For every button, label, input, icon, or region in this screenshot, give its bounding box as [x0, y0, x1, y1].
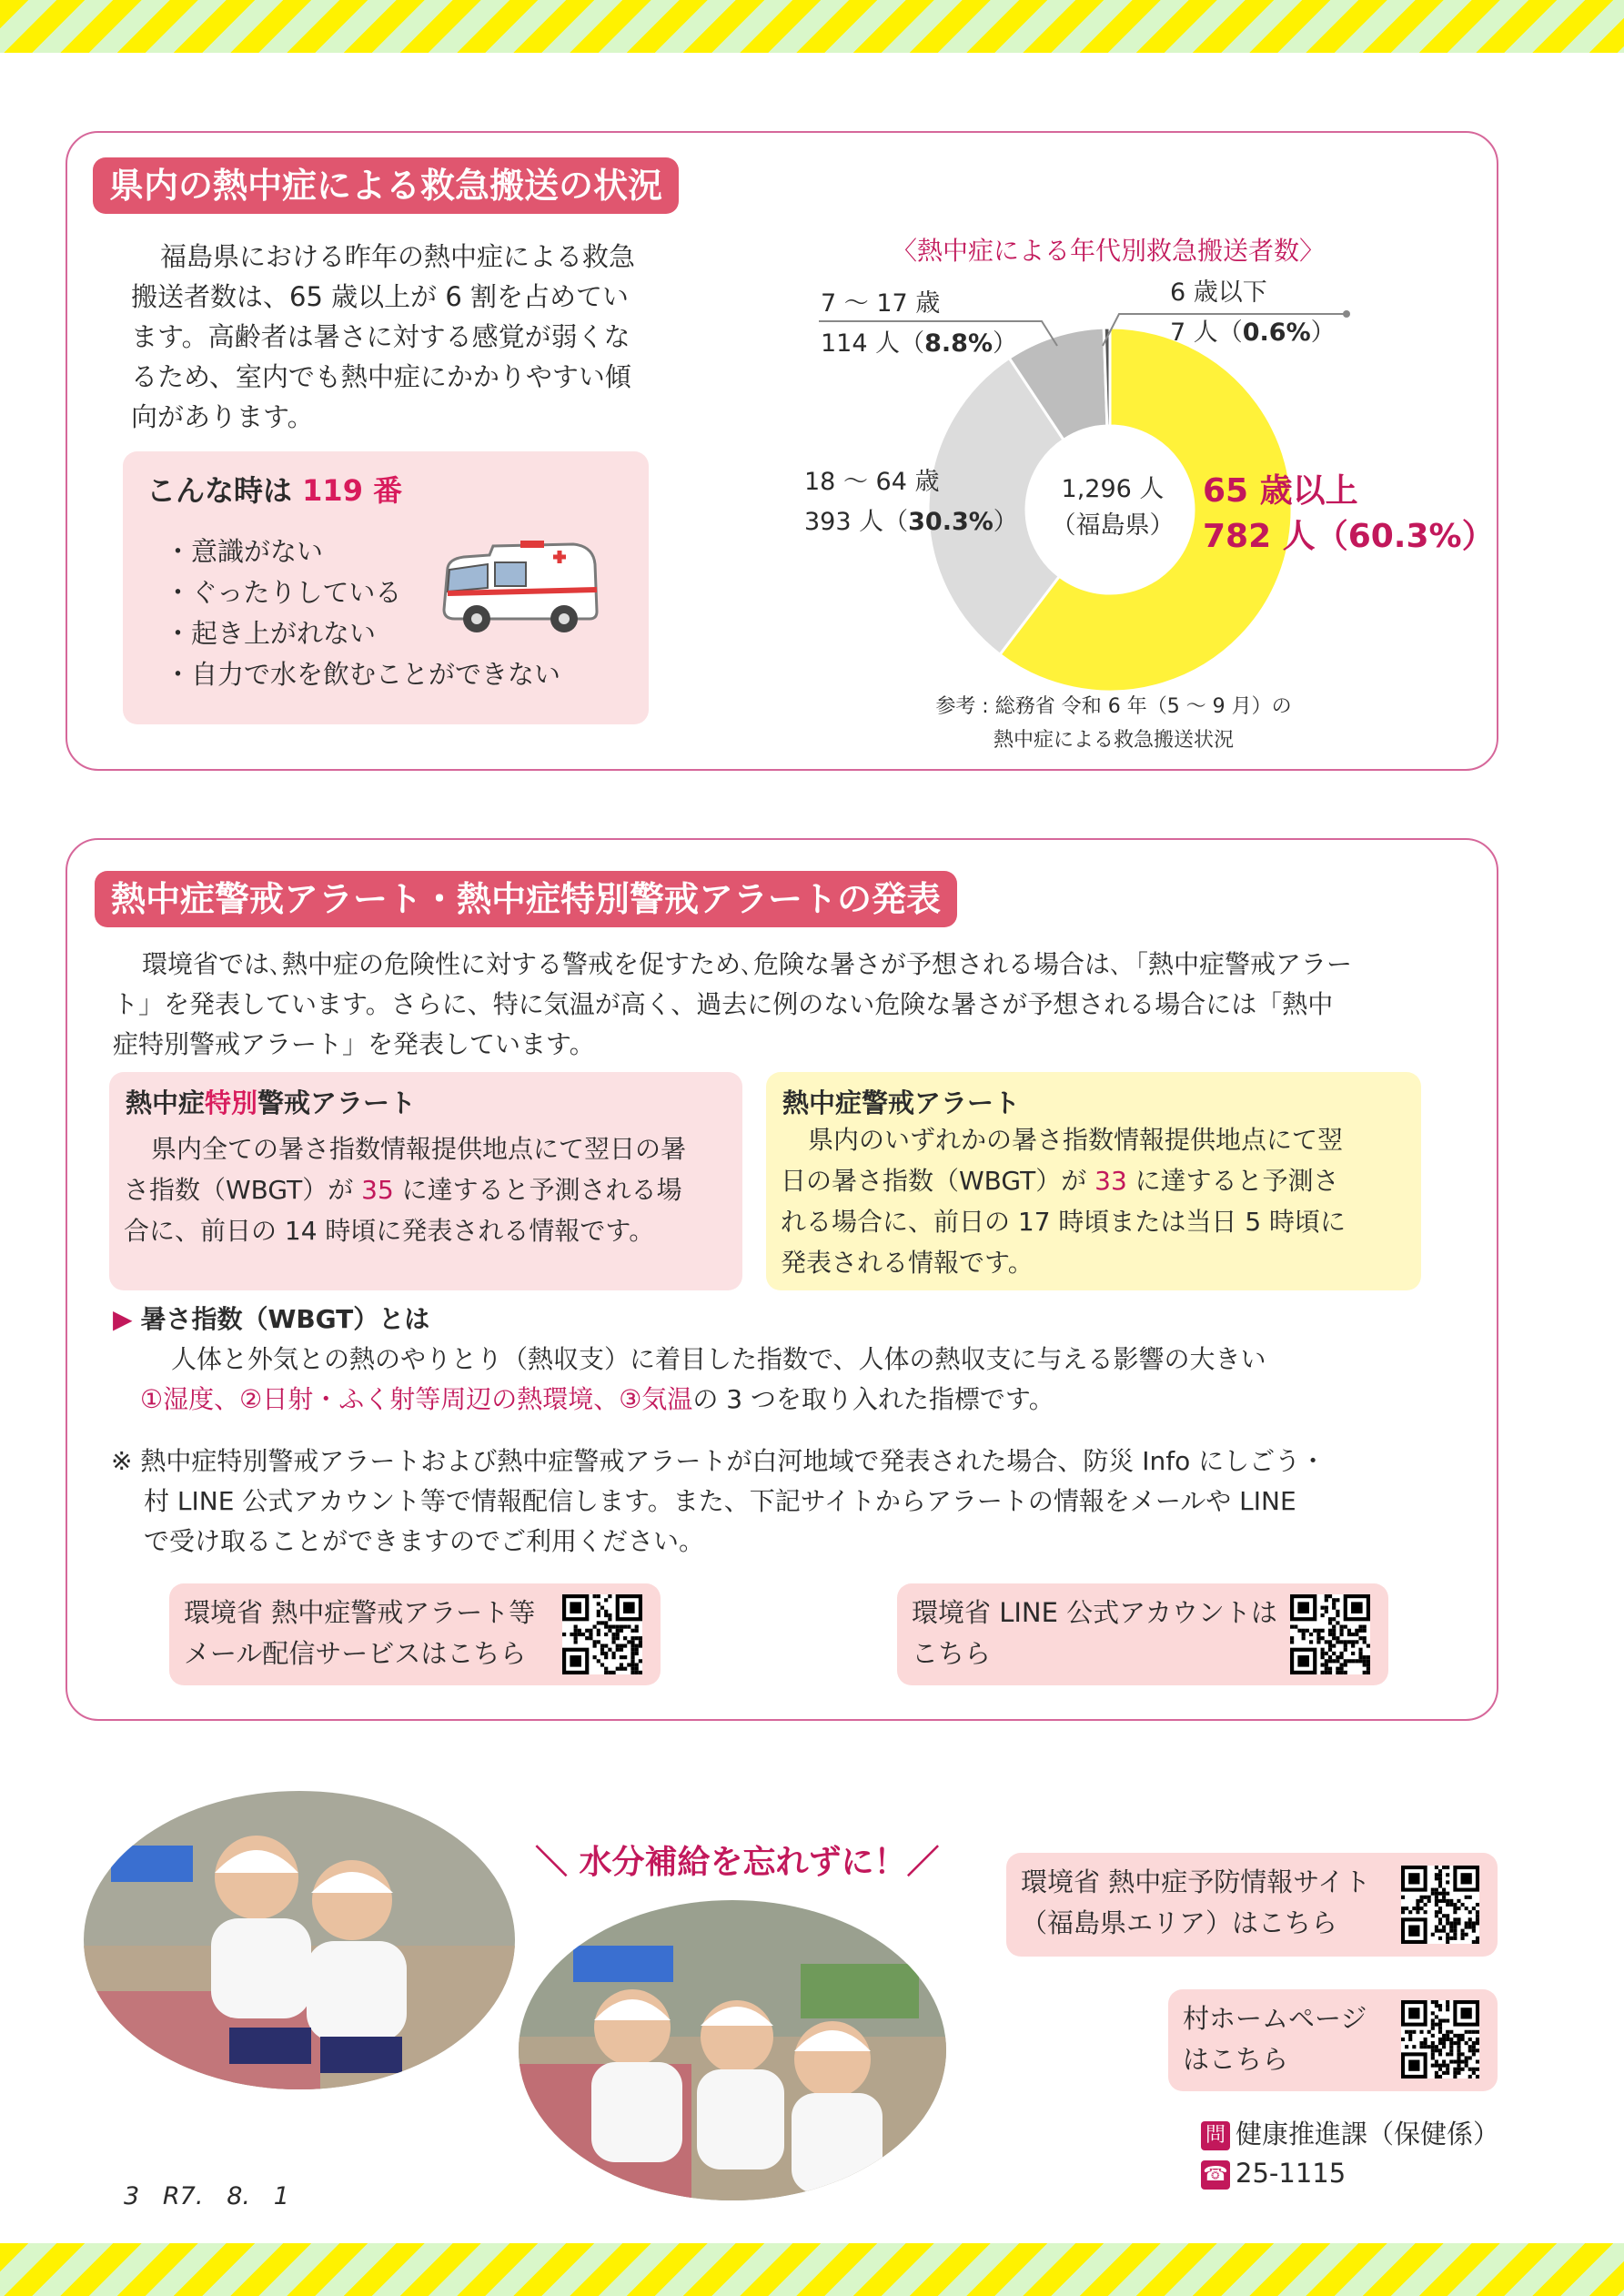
qr-code-icon[interactable] — [1290, 1594, 1370, 1674]
bottom-stripe — [0, 2243, 1624, 2296]
children-drinking-photo-2 — [519, 1900, 946, 2200]
label-18-64-name: 18 ～ 64 歳 — [804, 468, 940, 496]
special-wbgt-value: 35 — [361, 1175, 394, 1205]
contact-phone[interactable]: 25-1115 — [1236, 2158, 1347, 2189]
list-item: ・起き上がれない — [165, 618, 377, 649]
special-alert-heading: 熱中症特別警戒アラート — [126, 1087, 417, 1118]
label-under-6-percent: 0.6% — [1242, 319, 1311, 347]
section1-intro-text: 福島県における昨年の熱中症による救急搬送者数は、65 歳以上が 6 割を占めています。高齢者は暑さに対する感覚が弱くなるため、室内でも熱中症にかかりやすい傾向があります。 — [131, 241, 636, 432]
label-7-17-count: 114 人 — [821, 329, 901, 358]
section2-intro: 環境省では､熱中症の危険性に対する警戒を促すため､危険な暑さが予想される場合は､「熱中症警戒アラー ト」を発表しています。さらに、特に気温が高く、過去に例のない危険な暑さが予想される場合には「熱中 症特別警戒アラート」を発表しています。 — [113, 949, 1353, 1059]
qr-code-icon[interactable] — [1401, 2000, 1479, 2079]
call-119-heading: こんな時は 119 番 — [146, 473, 403, 508]
chart-caption: 〈熱中症による年代別救急搬送者数〉 — [892, 236, 1326, 266]
chart-total: 1,296 人 — [1061, 475, 1165, 503]
top-stripe — [0, 0, 1624, 53]
distribution-note: ※ 熱中症特別警戒アラートおよび熱中症警戒アラートが白河地域で発表された場合、防災 Info にしごう・ 村 LINE 公式アカウント等で情報配信します。また、下記サイトからアラートの情報をメールや LINE で受け取ることができますのでご利用ください。 — [111, 1446, 1326, 1556]
mail-service-qr-box[interactable]: 環境省 熱中症警戒アラート等 メール配信サービスはこちら — [169, 1583, 661, 1685]
list-item: ・意識がない — [165, 536, 324, 567]
contact-info — [1201, 2115, 1499, 2193]
label-7-17-name: 7 ～ 17 歳 — [821, 289, 941, 318]
qr-code-icon[interactable] — [1401, 1866, 1479, 1944]
special-alert-box — [109, 1072, 742, 1290]
hydration-tagline: ＼ 水分補給を忘れずに！／ — [535, 1844, 940, 1881]
qr-code-icon[interactable] — [562, 1594, 642, 1674]
alert-box — [766, 1072, 1421, 1290]
label-under-6: 6 歳以下 7 人（0.6%） — [1170, 273, 1336, 353]
children-drinking-photo-1 — [84, 1791, 515, 2089]
label-18-64-count: 393 人 — [804, 508, 884, 536]
prevention-site-qr-box[interactable]: 環境省 熱中症予防情報サイト （福島県エリア）はこちら — [1006, 1853, 1498, 1957]
page-number: 3 R7. 8. 1 — [124, 2182, 289, 2210]
call-119-number: 119 番 — [302, 473, 403, 508]
label-18-64: 18 ～ 64 歳 393 人（30.3%） — [804, 462, 1018, 542]
alert-wbgt-value: 33 — [1094, 1166, 1127, 1196]
list-item: ・自力で水を飲むことができない — [165, 659, 561, 690]
label-65-plus-name: 65 歳以上 — [1203, 472, 1358, 510]
inquiry-icon: 問 — [1201, 2121, 1230, 2150]
label-65-plus-count: 782 人 — [1203, 518, 1316, 555]
chart-source: 参考 : 総務省 令和 6 年（5 ～ 9 月）の 熱中症による救急搬送状況 — [935, 695, 1292, 752]
triangle-marker-icon: ▶ — [113, 1304, 133, 1334]
label-7-17-percent: 8.8% — [924, 329, 994, 358]
section1-title: 県内の熱中症による救急搬送の状況 — [93, 157, 679, 214]
label-under-6-count: 7 人 — [1170, 319, 1218, 347]
line-account-qr-box[interactable]: 環境省 LINE 公式アカウントは こちら — [897, 1583, 1388, 1685]
special-alert-text: 県内全ての暑さ指数情報提供地点にて翌日の暑 さ指数（WBGT）が 35 に達すると予測される場 合に、前日の 14 時頃に発表される情報です。 — [124, 1134, 687, 1246]
alert-text: 県内のいずれかの暑さ指数情報提供地点にて翌 日の暑さ指数（WBGT）が 33 に達すると予測さ れる場合に、前日の 17 時頃または当日 5 時頃に 発表される情報です。 — [781, 1125, 1347, 1278]
phone-icon: ☎ — [1201, 2160, 1230, 2190]
section2-title: 熱中症警戒アラート・熱中症特別警戒アラートの発表 — [95, 871, 957, 927]
chart-region: （福島県） — [1051, 511, 1175, 540]
ambulance-icon — [437, 537, 600, 637]
section1-intro — [131, 237, 637, 437]
label-18-64-percent: 30.3% — [908, 508, 994, 536]
label-65-plus — [1203, 469, 1495, 560]
contact-department: 健康推進課（保健係） — [1236, 2119, 1500, 2149]
chart-center-label — [1035, 471, 1190, 544]
alert-heading: 熱中症警戒アラート — [782, 1087, 1021, 1118]
village-homepage-qr-box[interactable]: 村ホームページ はこちら — [1168, 1989, 1498, 2091]
list-item: ・ぐったりしている — [165, 577, 402, 608]
label-under-6-name: 6 歳以下 — [1170, 278, 1267, 307]
wbgt-heading: 暑さ指数（WBGT）とは — [140, 1304, 430, 1334]
call-119-box — [123, 451, 649, 724]
label-65-plus-percent: （60.3%） — [1315, 518, 1495, 555]
label-7-17: 7 ～ 17 歳 114 人（8.8%） — [821, 284, 1017, 364]
wbgt-explanation: ▶ 暑さ指数（WBGT）とは 人体と外気との熱のやりとり（熱収支）に着目した指数で、人体の熱収支に与える影響の大きい ①湿度、②日射・ふく射等周辺の熱環境、③気温の 3 つを取り入れた指標です。 — [113, 1304, 1266, 1414]
